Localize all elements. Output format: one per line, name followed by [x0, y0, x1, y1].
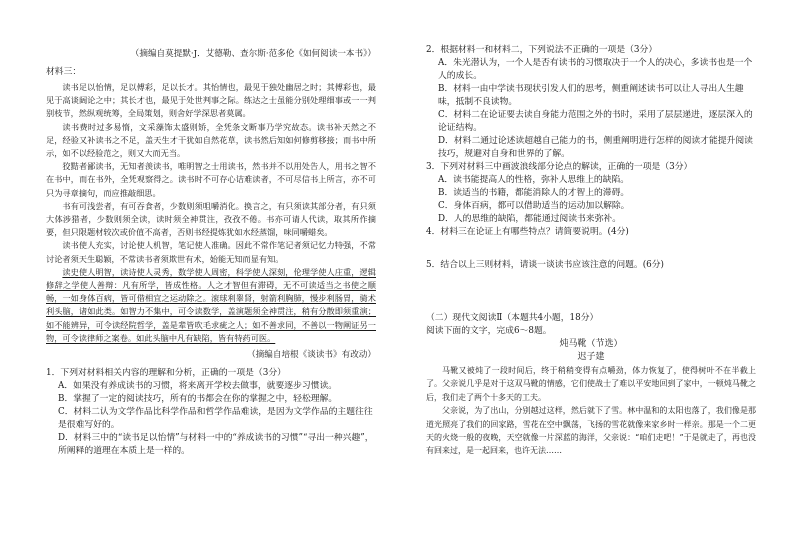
question-2-option-c: C．材料二在论证要去读自身能力范围之外的书时，采用了层层递进，逐层深入的论证结构。 [438, 110, 753, 133]
passage-paragraph-5: 读书使人充实，讨论使人机智，笔记使人准确。因此不常作笔记者须记忆力特强，不常讨论者须天生聪颖，不常读书者须欺世有术，始能无知而显有知。 [46, 240, 376, 264]
answer-space-4 [426, 239, 756, 259]
story-paragraph-2: 父亲说，为了出山，分别越过这样，然后就下了雪。林中温和的太阳也落了，我们像是那道光照亮了我们的回家路，雪花在空中飘荡，飞扬的雪花就像来家乡时一样亲。那是一个二更天的火烧一般的夜晚，天空就像一片深蓝的海洋，父亲说：“咱们走吧！”于是就走了，再也没有回来过，是一起回来，也许无法…… [426, 406, 756, 456]
question-2-option-b: B．材料一由中学读书现状引发人们的思考，侧重阐述读书可以让人寻出人生趣味，抵制不良读物。 [438, 84, 744, 107]
question-1-stem: 1．下列对材料相关内容的理解和分析，正确的一项是（3分） [46, 368, 286, 379]
passage-paragraph-3: 狡黠者鄙读书，无知者羡读书，唯明智之士用读书，然书并不以用处告人，用书之智不在书中，而在书外，全凭观察得之。读书时不可存心诘难读者，不可尽信书上所言，亦不可只为寻章摘句，而应推敲细思。 [46, 161, 376, 198]
underlined-paragraph: 读史使人明智，读诗使人灵秀，数学使人周密，科学使人深刻，伦理学使人庄重，逻辑修辞之学使人善辩：凡有所学，皆成性格。人之才智但有滞碍，无不可读适当之书使之顺畅，一如身体百病，皆可借相宜之运动除之。滚球利睾肾，射箭利胸肺，慢步利肠胃，骑术利头脑，诸如此类。如智力不集中，可令读数学，盖演题须全神贯注，稍有分散即须重演；如不能辨异，可令读经院哲学，盖是辈皆吹毛求疵之人；如不善求同，不善以一物阐证另一物，可令读律师之案卷。如此头脑中凡有缺陷，皆有特药可医。 [46, 266, 376, 343]
left-column [46, 44, 376, 458]
answer-space-5 [426, 272, 756, 312]
passage-paragraph-1: 读书足以怡情，足以傅彩，足以长才。其怡情也，最见于独处幽居之时；其傅彩也，最见于高谈阔论之中；其长才也，最见于处世判事之际。练达之士虽能分别处理细事或一一判别枝节，然纵观统筹，全局策划，则舍好学深思者莫属。 [46, 82, 376, 119]
story-paragraph-1: 马靴又被炖了一段时间后，终于稍稍变得有点嚼劲，体力恢复了，使得树叶不在半截上了。父亲说几乎是对于这双马靴的情感，它们使战士了难以平安地回到了家中，一顿炖马靴之后，我们走了两个十多天的工夫。 [426, 366, 756, 402]
passage-paragraph-2: 读书费时过多易惰，文采藻饰太盛则矫，全凭条文断事乃学究故态。读书补天然之不足，经验又补读书之不足，盖天生才干犹如自然花草，读书然后知如何修剪移接；而书中所示，如不以经验范之，则又大而无当。 [46, 121, 376, 159]
question-3-stem: 3．下列对材料三中画波浪线部分论点的解读，正确的一项是（3分） [426, 162, 693, 172]
question-3-option-d: D．人的思维的缺陷，都能通过阅读书来弥补。 [438, 214, 621, 224]
question-3-option-c: C．身体百病，都可以借助适当的运动加以解除。 [438, 201, 630, 211]
question-1-option-c: C．材料二认为文学作品比科学作品和哲学作品难读，是因为文学作品的主题往往是很难写好的。 [58, 407, 373, 431]
right-column [426, 44, 756, 458]
material-three-label: 材料三： [46, 67, 82, 77]
story-title: 炖马靴（节选） [559, 339, 623, 349]
question-3-option-a: A．读书能提高人的性格，弥补人思维上的缺陷。 [438, 175, 630, 185]
section-instruction: 阅读下面的文字，完成6～8题。 [426, 326, 552, 336]
story-author: 迟子建 [577, 352, 605, 362]
question-3-option-b: B．读适当的书籍，都能消除人的才智上的滞碍。 [438, 188, 630, 198]
question-2-option-a: A．朱光潜认为，一个人是否有读书的习惯取决于一个人的决心，多读书也是一个人的成长。 [438, 58, 753, 81]
passage-paragraph-4: 书有可浅尝者，有可吞食者，少数则须咀嚼消化。换言之，有只须读其部分者，有只须大体涉猎者，少数则须全读，读时须全神贯注，孜孜不倦。书亦可请人代读，取其所作摘要，但只限题材较次或价值不高者，否则书经提炼犹如水经蒸馏，味同嚼蜡矣。 [46, 200, 376, 238]
question-4: 4．材料三在论证上有哪些特点？请简要说明。(4分) [426, 227, 629, 237]
section-header: （二）现代文阅读Ⅱ（本题共4小题，18分） [426, 313, 599, 323]
source-citation-bottom: （摘编自培根《谈读书》有改动） [247, 350, 376, 361]
question-2-stem: 2．根据材料一和材料二，下列说法不正确的一项是（3分） [426, 45, 658, 55]
question-1-option-b: B．掌握了一定的阅读技巧，所有的书都会在你的掌握之中，轻松理解。 [58, 394, 338, 405]
source-citation-top: （摘编自莫提默·J．艾德勒、查尔斯·范多伦《如何阅读一本书》） [130, 49, 376, 59]
question-1-option-d: D．材料三中的“读书足以怡情”与材料一中的“养成读书的习惯”“寻出一种兴趣”，所阐释的道理在本质上是一样的。 [58, 433, 374, 457]
question-2-option-d: D．材料二通过论述读超越自己能力的书，侧重阐明进行怎样的阅读才能提升阅读技巧，规避对自身和世界的了解。 [438, 136, 753, 159]
question-5: 5．结合以上三则材料，请谈一谈读书应该注意的问题。(6分) [426, 260, 664, 270]
question-1-option-a: A．如果没有养成读书的习惯，将来离开学校去做事，就要逐步习惯读。 [58, 381, 338, 392]
